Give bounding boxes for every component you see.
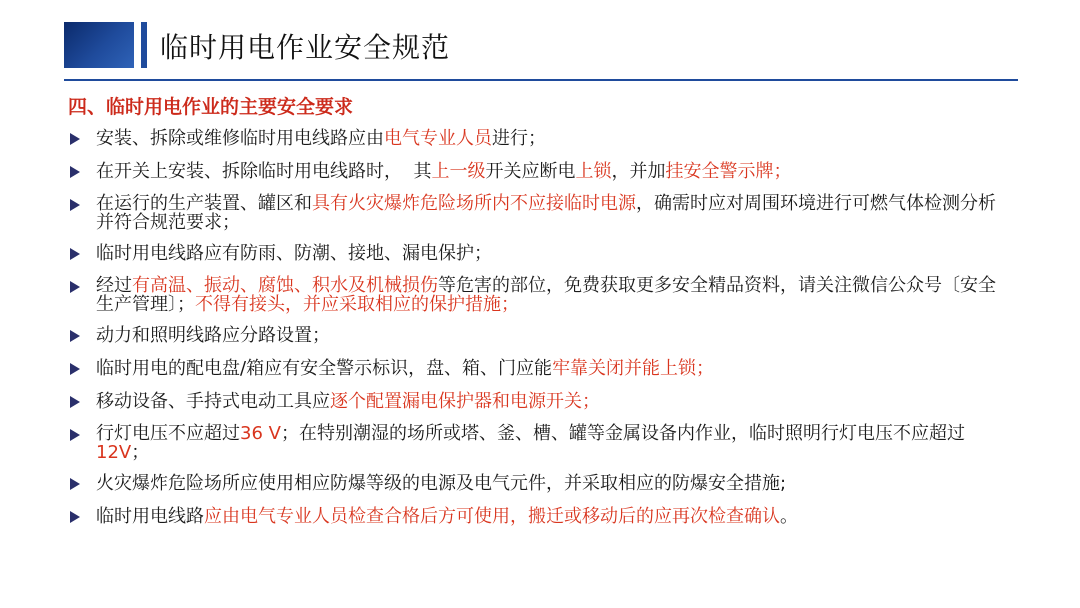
requirement-text: 临时用电的配电盘/箱应有安全警示标识，盘、箱、门应能 [96, 358, 553, 379]
highlighted-text: 应由电气专业人员检查合格后方可使用，搬迁或移动后的应再次检查确认 [204, 506, 780, 527]
highlighted-text: 上锁 [575, 161, 612, 182]
requirement-item [62, 506, 1012, 528]
header-divider [64, 79, 1018, 81]
triangle-bullet-icon [70, 511, 80, 523]
highlighted-text: 挂安全警示牌； [665, 161, 792, 182]
requirement-item [62, 358, 1012, 380]
triangle-bullet-icon [70, 248, 80, 260]
triangle-bullet-icon [70, 166, 80, 178]
page-title: 临时用电作业安全规范 [160, 31, 451, 64]
triangle-bullet-icon [70, 396, 80, 408]
requirement-item [62, 424, 1012, 462]
requirement-text: ，并加 [611, 161, 666, 182]
triangle-bullet-icon [70, 199, 80, 211]
highlighted-text: 上一级 [431, 161, 486, 182]
triangle-bullet-icon [70, 429, 80, 441]
requirement-text: 行灯电压不应超过 [96, 423, 240, 444]
triangle-bullet-icon [70, 363, 80, 375]
requirement-item [62, 243, 1012, 265]
requirement-item [62, 276, 1012, 314]
requirement-item [62, 391, 1012, 413]
highlighted-text: 牢靠关闭并能上锁； [552, 358, 715, 379]
triangle-bullet-icon [70, 478, 80, 490]
requirement-item [62, 473, 1012, 495]
triangle-bullet-icon [70, 133, 80, 145]
highlighted-text: 具有火灾爆炸危险场所内不应接临时电源 [312, 193, 636, 214]
requirement-text: 等危害的部位，免费获取更多安全精品资料，请关注微信公众号〔安全生产管理〕； [96, 275, 996, 315]
section-heading: 四、临时用电作业的主要安全要求 [68, 96, 354, 118]
highlighted-text: 不得有接头，并应采取相应的保护措施； [195, 294, 519, 315]
highlighted-text: 电气专业人员 [384, 128, 492, 149]
requirement-text: ，确需时应对周围环境进行可燃气体检测分析并符合规范要求； [96, 193, 996, 233]
requirement-text: 经过 [96, 275, 132, 296]
requirement-text: 在开关上安装、拆除临时用电线路时， 其 [96, 161, 432, 182]
requirement-item [62, 194, 1012, 232]
requirement-text: 在运行的生产装置、罐区和 [96, 193, 312, 214]
requirement-text: 移动设备、手持式电动工具应 [96, 391, 330, 412]
requirement-item [62, 161, 1012, 183]
requirement-text: 临时用电线路应有防雨、防潮、接地、漏电保护； [96, 243, 492, 264]
highlighted-text: 12V [96, 442, 132, 463]
highlighted-text: 36 V [240, 423, 281, 444]
requirement-text: 火灾爆炸危险场所应使用相应防爆等级的电源及电气元件，并采取相应的防爆安全措施; [96, 473, 787, 494]
header-accent-bar [141, 22, 147, 68]
requirement-item [62, 128, 1012, 150]
triangle-bullet-icon [70, 281, 80, 293]
requirement-text: 动力和照明线路应分路设置； [96, 325, 330, 346]
requirement-text: 开关应断电 [485, 161, 576, 182]
requirement-text: 。 [780, 506, 798, 527]
requirement-text: ；在特别潮湿的场所或塔、釜、槽、罐等金属设备内作业，临时照明行灯电压不应超过 [280, 423, 965, 444]
requirement-text: 临时用电线路 [96, 506, 204, 527]
triangle-bullet-icon [70, 330, 80, 342]
requirement-text: ； [131, 442, 150, 463]
requirements-list [62, 128, 1012, 539]
requirement-text: 进行； [492, 128, 546, 149]
highlighted-text: 逐个配置漏电保护器和电源开关； [330, 391, 600, 412]
requirement-text: 安装、拆除或维修临时用电线路应由 [96, 128, 384, 149]
highlighted-text: 有高温、振动、腐蚀、积水及机械损伤 [132, 275, 438, 296]
header-color-block [64, 22, 134, 68]
requirement-item [62, 325, 1012, 347]
